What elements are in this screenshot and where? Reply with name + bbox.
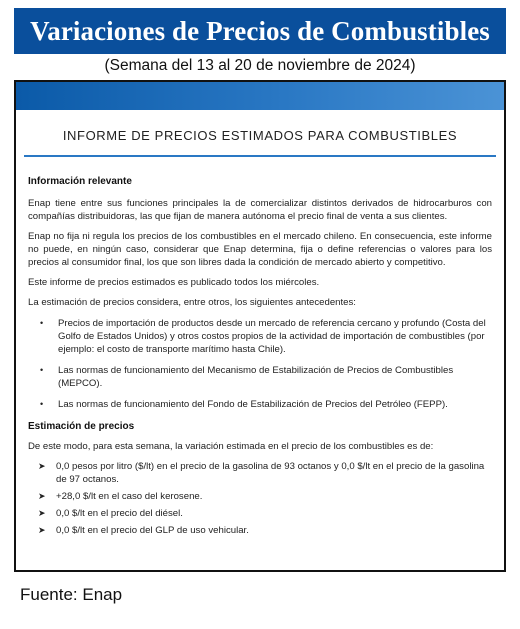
list-item — [40, 317, 492, 356]
bullet-icon: • — [40, 318, 44, 328]
bullet-icon: • — [40, 399, 44, 409]
list-item-text: Las normas de funcionamiento del Mecanismo de Estabilización de Precios de Combustibles (MEPCO). — [58, 365, 454, 389]
list-item-text: +28,0 $/lt en el caso del kerosene. — [56, 491, 203, 502]
section-title-relevant-info: Información relevante — [28, 176, 132, 187]
arrow-right-icon: ➤ — [38, 461, 46, 471]
paragraph: Este informe de precios estimados es publicado todos los miércoles. — [28, 277, 320, 288]
title-banner — [14, 8, 506, 54]
paragraph: Enap tiene entre sus funciones principales la de comercializar distintos derivados de hidrocarburos con compañías distribuidoras, las que fijan de manera autónoma el precio final de venta a sus clientes. — [28, 198, 492, 222]
list-item — [38, 460, 492, 486]
paragraph: Enap no fija ni regula los precios de los combustibles en el mercado chileno. En consecuencia, este informe no puede, en ningún caso, considerar que Enap determina, fija o define referencias o valores para los precios al consumidor final, los que son libres dada la condición de mercado abierto y competitivo. — [28, 231, 492, 268]
list-item — [38, 507, 492, 520]
section-title-price-estimate: Estimación de precios — [28, 421, 135, 432]
report-header-bar — [16, 82, 504, 110]
report-card — [14, 80, 506, 572]
list-item-text: Precios de importación de productos desde un mercado de referencia cercano y profundo (Costa del Golfo de Estados Unidos) y otros costos propios de la actividad de importación de combustibles (por ejemplo: el costo de transporte marítimo hasta Chile). — [58, 318, 486, 355]
page-title: Variaciones de Precios de Combustibles — [30, 15, 490, 46]
report-heading: INFORME DE PRECIOS ESTIMADOS PARA COMBUSTIBLES — [62, 128, 458, 143]
list-item — [38, 524, 492, 537]
list-item-text: 0,0 $/lt en el precio del GLP de uso vehicular. — [56, 525, 249, 536]
heading-divider — [24, 155, 496, 157]
list-item — [40, 364, 492, 390]
arrow-right-icon: ➤ — [38, 491, 46, 501]
list-item-text: 0,0 pesos por litro ($/lt) en el precio de la gasolina de 93 octanos y 0,0 $/lt en el precio de la gasolina de 97 octanos. — [56, 461, 485, 485]
arrow-right-icon: ➤ — [38, 525, 46, 535]
bullet-icon: • — [40, 365, 44, 375]
arrow-right-icon: ➤ — [38, 508, 46, 518]
antecedents-list — [28, 317, 492, 411]
list-item — [38, 490, 492, 503]
list-item — [40, 398, 492, 411]
list-item-text: Las normas de funcionamiento del Fondo de Estabilización de Precios del Petróleo (FEPP). — [58, 399, 448, 410]
source-caption: Fuente: Enap — [20, 585, 123, 604]
paragraph: De este modo, para esta semana, la variación estimada en el precio de los combustibles es de: — [28, 441, 434, 452]
list-item-text: 0,0 $/lt en el precio del diésel. — [56, 508, 183, 519]
report-body — [16, 175, 504, 537]
week-subtitle: (Semana del 13 al 20 de noviembre de 2024) — [104, 57, 416, 74]
price-variation-list — [28, 460, 492, 537]
paragraph: La estimación de precios considera, entre otros, los siguientes antecedentes: — [28, 297, 356, 308]
